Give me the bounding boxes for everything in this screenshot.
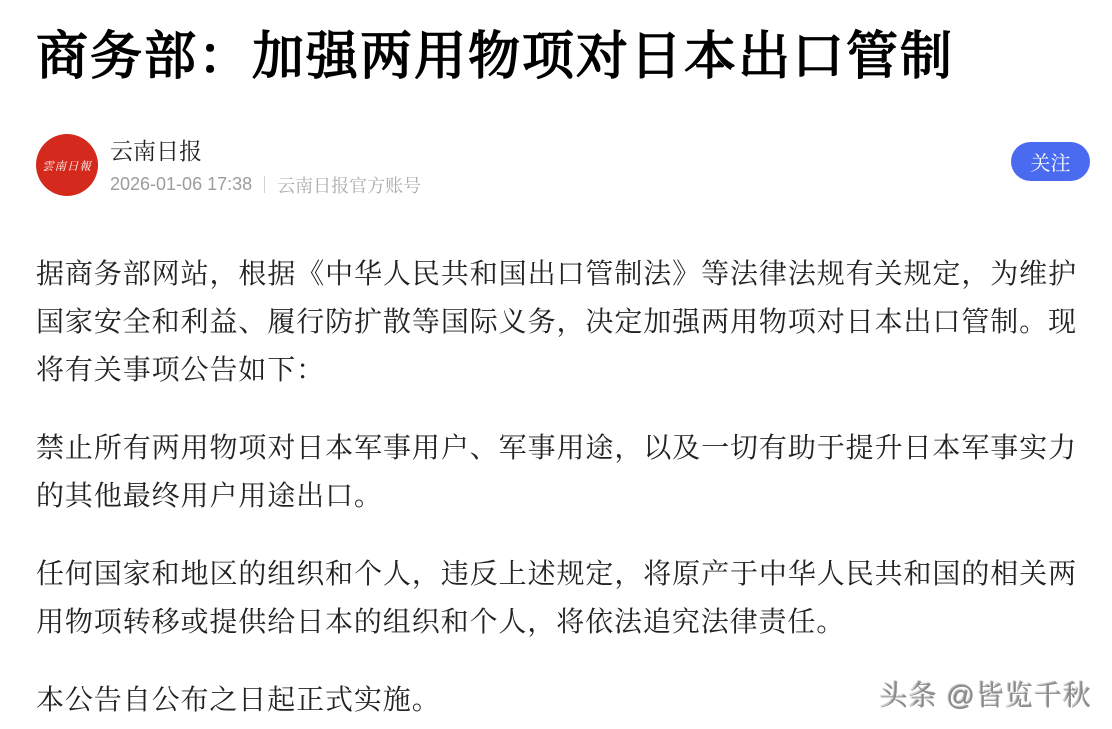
paragraph-1: 据商务部网站，根据《中华人民共和国出口管制法》等法律法规有关规定，为维护国家安全和利益、履行防扩散等国际义务，决定加强两用物项对日本出口管制。现将有关事项公告如下： <box>36 258 1077 385</box>
article-title: 商务部：加强两用物项对日本出口管制 <box>36 28 955 86</box>
meta-divider <box>264 176 265 193</box>
publish-meta <box>110 172 1011 198</box>
paragraph-4: 本公告自公布之日起正式实施。 <box>36 684 441 715</box>
official-account-label: 云南日报官方账号 <box>277 175 422 196</box>
paragraph-3: 任何国家和地区的组织和个人，违反上述规定，将原产于中华人民共和国的相关两用物项转移或提供给日本的组织和个人，将依法追究法律责任。 <box>36 558 1077 637</box>
author-info <box>110 133 1011 198</box>
publisher-avatar[interactable] <box>36 134 98 196</box>
watermark-brand: 头条 <box>879 680 938 711</box>
avatar-calligraphy-text: 雲南日報 <box>42 158 92 173</box>
author-header <box>36 134 1076 196</box>
toutiao-watermark <box>880 674 1092 714</box>
article-body <box>36 250 1077 724</box>
publish-timestamp: 2026-01-06 17:38 <box>110 174 253 194</box>
paragraph-2: 禁止所有两用物项对日本军事用户、军事用途，以及一切有助于提升日本军事实力的其他最终用户用途出口。 <box>36 432 1077 511</box>
watermark-handle: @皆览千秋 <box>946 680 1092 711</box>
follow-button[interactable]: 关注 <box>1011 142 1090 181</box>
publisher-name[interactable]: 云南日报 <box>110 137 202 164</box>
